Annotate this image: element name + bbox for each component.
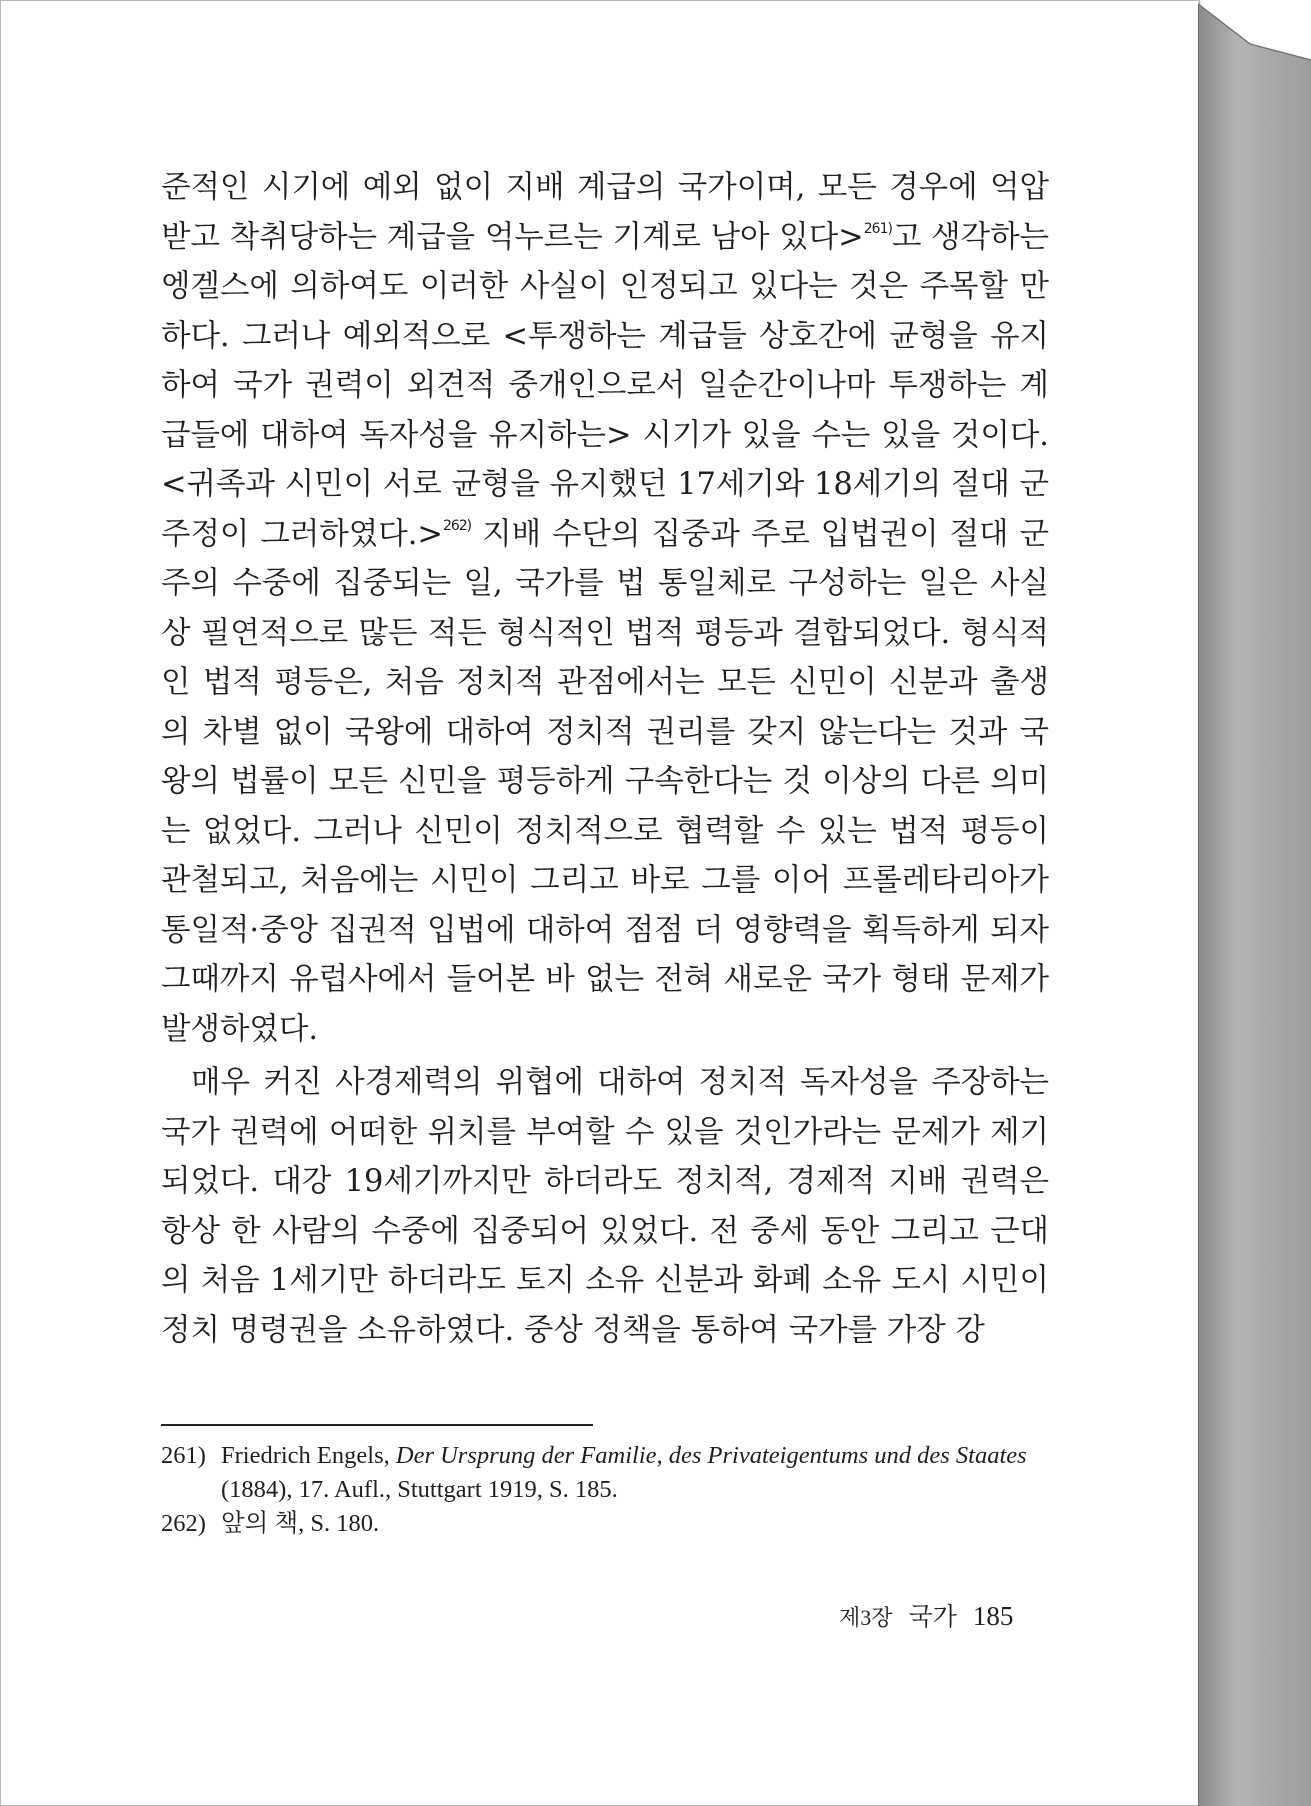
paragraph-1-text-a: 준적인 시기에 예외 없이 지배 계급의 국가이며, 모든 경우에 억압 받고 착취당하는 계급을 억누르는 기계로 남아 있다> xyxy=(161,170,1049,255)
footnote-book-title: Der Ursprung der Familie, des Privateigentums und des Staates xyxy=(395,1442,1027,1469)
paragraph-2-text: 매우 커진 사경제력의 위협에 대하여 정치적 독자성을 주장하는 국가 권력에 어떠한 위치를 부여할 수 있을 것인가라는 문제가 제기되었다. 대강 19세기까지만 하더라도 정치적, 경제적 지배 권력은 항상 한 사람의 수중에 집중되어 있었다. 전 중세 동안 그리고 근대의 처음 1세기만 하더라도 토지 소유 신분과 화폐 소유 도시 시민이 정치 명령권을 소유하였다. 중상 정책을 통하여 국가를 가장 강 xyxy=(161,1065,1049,1348)
book-edge-shape xyxy=(1198,0,1311,1806)
footnote-number: 261) xyxy=(161,1442,206,1469)
chapter-label: 제3장 xyxy=(839,1605,893,1630)
paragraph-1-text-b: 고 생각하는 엥겔스에 의하여도 이러한 사실이 인정되고 있다는 것은 주목할 만하다. 그러나 예외적으로 <투쟁하는 계급들 상호간에 균형을 유지하여 국가 권력이 외견적 중개인으로서 일순간이나마 투쟁하는 계급들에 대하여 독자성을 유지하는> 시기가 있을 수는 있을 것이다. <귀족과 시민이 서로 균형을 유지했던 17세기와 18세기의 절대 군주정이 그러하였다.> xyxy=(161,219,1049,552)
footnote-author: Friedrich Engels, xyxy=(221,1442,396,1469)
footnotes xyxy=(161,1439,1061,1541)
body-text xyxy=(161,163,1049,1355)
footnote-number: 262) xyxy=(161,1510,206,1537)
book-edge-3d xyxy=(1198,0,1311,1806)
footnote-261 xyxy=(161,1439,1061,1507)
paragraph-1 xyxy=(161,163,1049,1054)
footnote-citation: (1884), 17. Aufl., Stuttgart 1919, S. 185. xyxy=(221,1476,618,1503)
footnote-ref-262[interactable]: 262) xyxy=(442,517,472,534)
paragraph-2 xyxy=(161,1058,1049,1355)
page-number: 185 xyxy=(972,1601,1014,1631)
footnote-divider xyxy=(161,1424,593,1426)
footnote-text: 앞의 책, S. 180. xyxy=(221,1510,380,1537)
paragraph-1-text-c: 지배 수단의 집중과 주로 입법권이 절대 군주의 수중에 집중되는 일, 국가를 법 통일체로 구성하는 일은 사실상 필연적으로 많든 적든 형식적인 법적 평등과 결합되었다. 형식적인 법적 평등은, 처음 정치적 관점에서는 모든 신민이 신분과 출생의 차별 없이 국왕에 대하여 정치적 권리를 갖지 않는다는 것과 국왕의 법률이 모든 신민을 평등하게 구속한다는 것 이상의 다른 의미는 없었다. 그러나 신민이 정치적으로 협력할 수 있는 법적 평등이 관철되고, 처음에는 시민이 그리고 바로 그를 이어 프롤레타리아가 통일적·중앙 집권적 입법에 대하여 점점 더 영향력을 획득하게 되자 그때까지 유럽사에서 들어본 바 없는 전혀 새로운 국가 형태 문제가 발생하였다. xyxy=(161,516,1049,1047)
footnote-text xyxy=(221,1439,1061,1507)
chapter-title: 국가 xyxy=(908,1604,957,1631)
footnote-ref-261[interactable]: 261) xyxy=(863,220,892,237)
running-footer xyxy=(839,1597,1013,1633)
footnote-262 xyxy=(161,1507,1061,1541)
